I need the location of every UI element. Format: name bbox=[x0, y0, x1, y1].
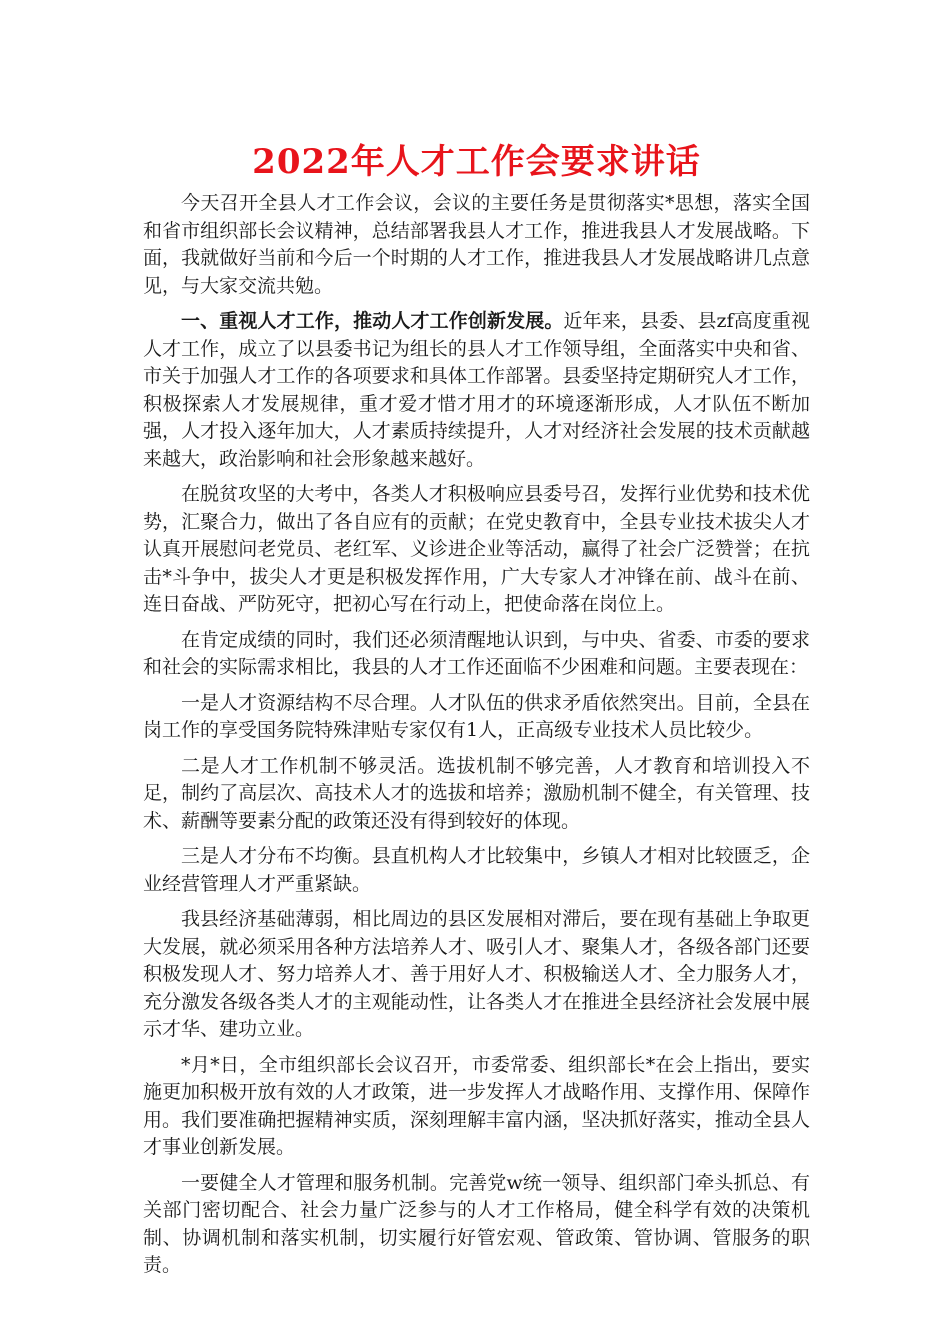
paragraph-text: *月*日，全市组织部长会议召开，市委常委、组织部长*在会上指出，要实施更加积极开放有效的人才政策，进一步发挥人才战略作用、支撑作用、保障作用。我们要准确把握精神实质，深刻理解丰富内涵，坚决抓好落实，推动全县人才事业创新发展。 bbox=[143, 1053, 810, 1158]
section-heading: 一、重视人才工作，推动人才工作创新发展。 bbox=[181, 310, 564, 332]
paragraph-text: 近年来，县委、县zf高度重视人才工作，成立了以县委书记为组长的县人才工作领导组，全面落实中央和省、市关于加强人才工作的各项要求和具体工作部署。县委坚持定期研究人才工作，积极探索人才发展规律，重才爱才惜才用才的环境逐渐形成，人才队伍不断加强，人才投入逐年加大，人才素质持续提升，人才对经济社会发展的技术贡献越来越大，政治影响和社会形象越来越好。 bbox=[143, 310, 810, 470]
document-title: 2022年人才工作会要求讲话 bbox=[252, 142, 701, 182]
paragraph-3 bbox=[143, 481, 810, 619]
paragraph-text: 我县经济基础薄弱，相比周边的县区发展相对滞后，要在现有基础上争取更大发展，就必须采用各种方法培养人才、吸引人才、聚集人才，各级各部门还要积极发现人才、努力培养人才、善于用好人才、积极输送人才、全力服务人才，充分激发各级各类人才的主观能动性，让各类人才在推进全县经济社会发展中展示才华、建功立业。 bbox=[143, 908, 810, 1040]
paragraph-text: 三是人才分布不均衡。县直机构人才比较集中，乡镇人才相对比较匮乏，企业经营管理人才严重紧缺。 bbox=[143, 845, 810, 895]
paragraph-text: 一要健全人才管理和服务机制。完善党w统一领导、组织部门牵头抓总、有关部门密切配合、社会力量广泛参与的人才工作格局，健全科学有效的决策机制、协调机制和落实机制，切实履行好管宏观、管政策、管协调、管服务的职责。 bbox=[143, 1171, 810, 1276]
paragraph-10 bbox=[143, 1170, 810, 1280]
paragraph-1 bbox=[143, 190, 810, 300]
paragraph-2 bbox=[143, 308, 810, 473]
paragraph-text: 一是人才资源结构不尽合理。人才队伍的供求矛盾依然突出。目前，全县在岗工作的享受国务院特殊津贴专家仅有1人，正高级专业技术人员比较少。 bbox=[143, 691, 810, 741]
paragraph-6 bbox=[143, 753, 810, 836]
paragraph-text: 在脱贫攻坚的大考中，各类人才积极响应县委号召，发挥行业优势和技术优势，汇聚合力，做出了各自应有的贡献；在党史教育中，全县专业技术拔尖人才认真开展慰问老党员、老红军、义诊进企业等活动，赢得了社会广泛赞誉；在抗击*斗争中，拔尖人才更是积极发挥作用，广大专家人才冲锋在前、战斗在前、连日奋战、严防死守，把初心写在行动上，把使命落在岗位上。 bbox=[143, 483, 810, 615]
paragraph-5 bbox=[143, 690, 810, 745]
paragraph-text: 今天召开全县人才工作会议，会议的主要任务是贯彻落实*思想，落实全国和省市组织部长会议精神，总结部署我县人才工作，推进我县人才发展战略。下面，我就做好当前和今后一个时期的人才工作，推进我县人才发展战略讲几点意见，与大家交流共勉。 bbox=[143, 192, 810, 297]
paragraph-4 bbox=[143, 627, 810, 682]
paragraph-8 bbox=[143, 906, 810, 1044]
paragraph-text: 在肯定成绩的同时，我们还必须清醒地认识到，与中央、省委、市委的要求和社会的实际需求相比，我县的人才工作还面临不少困难和问题。主要表现在： bbox=[143, 628, 810, 678]
paragraph-text: 二是人才工作机制不够灵活。选拔机制不够完善，人才教育和培训投入不足，制约了高层次、高技术人才的选拔和培养；激励机制不健全，有关管理、技术、薪酬等要素分配的政策还没有得到较好的体现。 bbox=[143, 754, 810, 832]
paragraph-7 bbox=[143, 843, 810, 898]
paragraph-9 bbox=[143, 1052, 810, 1162]
